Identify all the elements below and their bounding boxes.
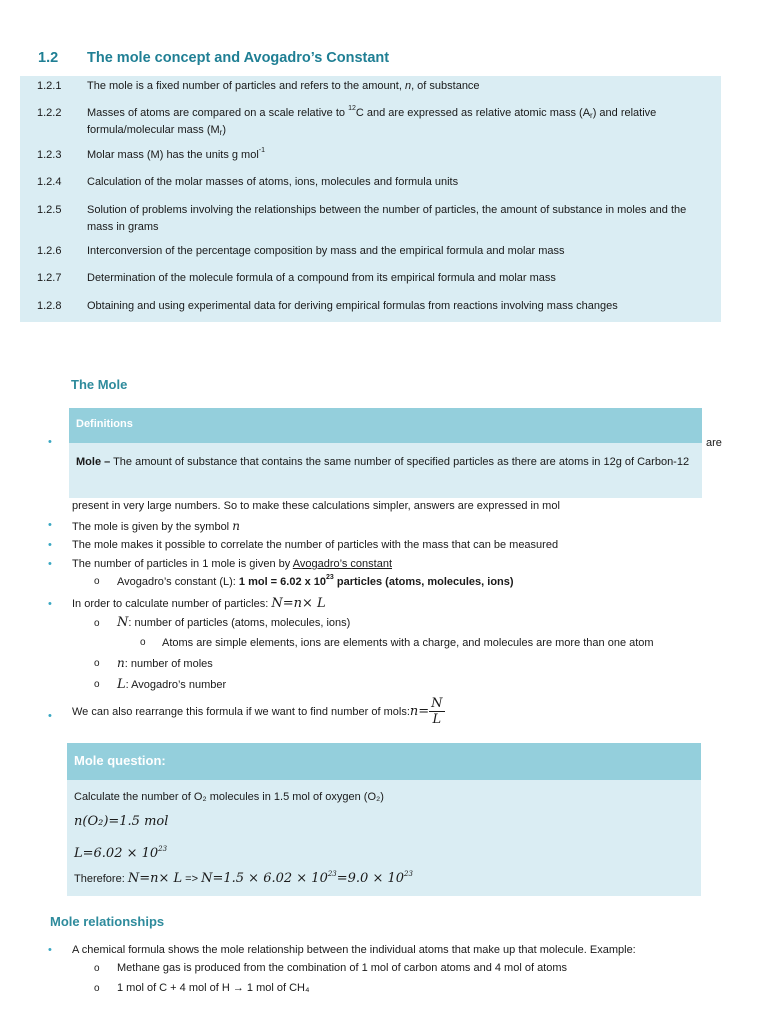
row-number: 1.2.2 [37, 107, 62, 119]
avogadro-constant-text: Avogadro’s constant (L): 1 mol = 6.02 x $10^{23}$ particles (atoms, molecules, ions) [117, 574, 514, 588]
row-number: 1.2.5 [37, 204, 62, 216]
circle-bullet-icon: o [94, 576, 100, 587]
fraction: $\frac{N}{L}$ [431, 696, 443, 727]
bullet-correlate-text: The mole makes it possible to correlate the number of particles with the mass that can be measured [72, 539, 559, 551]
n-definition: n: number of moles [117, 656, 213, 670]
mole-definition: Mole – The amount of substance that contains the same number of specified particles as there are atoms in 12g of Carbon-12 [76, 456, 690, 468]
row-text: Molar mass (M) has the units g mol$^{-1}$ [87, 147, 266, 161]
bullet-icon: • [48, 558, 52, 570]
equation-text: 1 mol of C + 4 mol of H → 1 mol of CH₄ [117, 982, 310, 994]
methane-text: Methane gas is produced from the combination of 1 mol of carbon atoms and 4 mol of atoms [117, 962, 568, 974]
relationships-bullet-text: A chemical formula shows the mole relationship between the individual atoms that make up that molecule. Example: [72, 944, 636, 956]
definitions-title: Definitions [76, 418, 133, 430]
circle-bullet-icon: o [94, 618, 100, 629]
the-mole-heading: The Mole [71, 377, 128, 392]
bullet-icon: • [48, 539, 52, 551]
question-line-1: Calculate the number of O₂ molecules in 1.5 mol of oxygen (O₂) [74, 791, 384, 803]
bullet-calc-text: In order to calculate number of particles: N=n× L [72, 596, 326, 611]
bullet-icon: • [48, 598, 52, 610]
bullet-icon: • [48, 710, 52, 722]
question-line-4: Therefore: $N=n\times L => N=1.5 \times 6.02 \times 10^{23}=9.0 \times 10^{23}$ [74, 870, 413, 886]
bullet-particles-text: The number of particles in 1 mole is given by Avogadro’s constant [72, 558, 393, 570]
bullet-symbol-text: The mole is given by the symbol n [72, 519, 240, 533]
section-number: 1.2 [38, 50, 59, 66]
bullet-icon: • [48, 436, 52, 448]
N-definition: N: number of particles (atoms, molecules, ions) [117, 615, 351, 630]
circle-bullet-icon: o [140, 637, 146, 648]
definitions-box-header [69, 408, 702, 443]
syllabus-table [20, 76, 721, 322]
definitions-box-body [69, 443, 702, 498]
section-title: The mole concept and Avogadro’s Constant [87, 50, 390, 66]
circle-bullet-icon: o [94, 658, 100, 669]
bullet-rearrange-text: We can also rearrange this formula if we want to find number of mols:n= $\frac{N}{L}$ [72, 696, 443, 727]
circle-bullet-icon: o [94, 983, 100, 994]
circle-bullet-icon: o [94, 679, 100, 690]
atoms-definition: Atoms are simple elements, ions are elements with a charge, and molecules are more than one atom [162, 637, 654, 649]
row-text: Masses of atoms are compared on a scale relative to $^{12}$C and are expressed as relative atomic mass $(A_r)$ and relative formula/molecular mass $(M_r)$ [87, 105, 657, 137]
row-text: The mole is a fixed number of particles and refers to the amount, n, of substance [87, 80, 480, 92]
present-text: present in very large numbers. So to make these calculations simpler, answers are expressed in mol [72, 500, 560, 512]
L-definition: L: Avogadro’s number [117, 677, 227, 692]
avogadro-link[interactable]: Avogadro’s constant [292, 558, 393, 570]
overflow-text: are [706, 437, 722, 449]
question-line-3: $L=6.02 \times 10^{23}$ [74, 845, 168, 861]
row-number: 1.2.3 [37, 149, 62, 161]
row-text: Obtaining and using experimental data for deriving empirical formulas from reactions involving mass changes [87, 300, 618, 312]
question-box-body [67, 780, 701, 896]
row-number: 1.2.6 [37, 245, 62, 257]
row-number: 1.2.1 [37, 80, 62, 92]
circle-bullet-icon: o [94, 963, 100, 974]
row-text: Solution of problems involving the relationships between the number of particles, the amount of substance in moles and the mass in grams [87, 204, 687, 233]
question-title: Mole question: [74, 753, 166, 768]
question-line-2: n(O₂)=1.5 mol [74, 814, 169, 829]
question-box-header [67, 743, 701, 780]
row-number: 1.2.7 [37, 272, 62, 284]
row-number: 1.2.8 [37, 300, 62, 312]
bullet-icon: • [48, 519, 52, 531]
row-text: Interconversion of the percentage composition by mass and the empirical formula and molar mass [87, 245, 565, 257]
row-text: Determination of the molecule formula of a compound from its empirical formula and molar mass [87, 272, 556, 284]
row-number: 1.2.4 [37, 176, 62, 188]
row-text: Calculation of the molar masses of atoms, ions, molecules and formula units [87, 176, 459, 188]
mole-relationships-heading: Mole relationships [50, 914, 165, 929]
bullet-icon: • [48, 944, 52, 956]
